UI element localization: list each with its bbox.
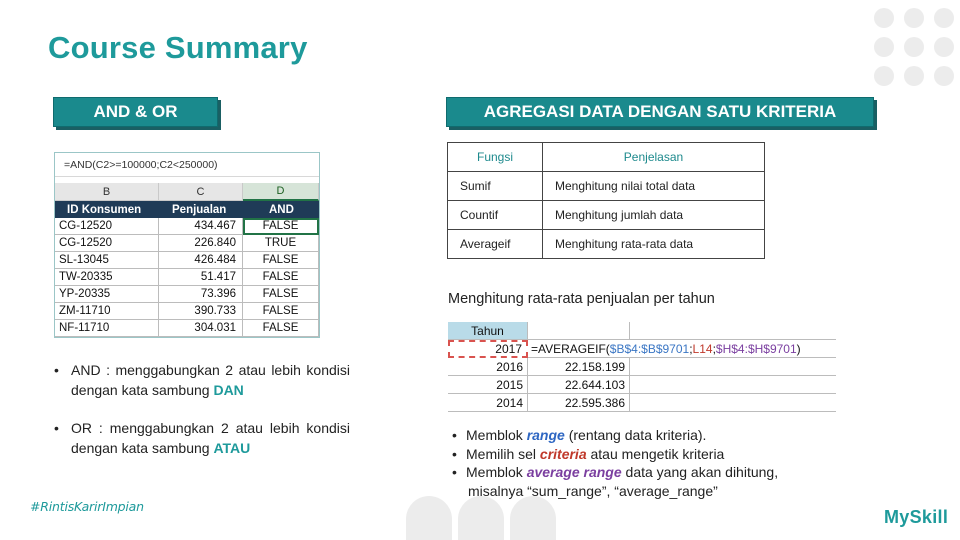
table-cell: 51.417 — [159, 269, 243, 286]
empty-cell — [630, 358, 836, 376]
keyword-atau: ATAU — [213, 440, 251, 456]
table-cell: Menghitung jumlah data — [543, 201, 765, 230]
table-cell: CG-12520 — [55, 235, 159, 252]
averageif-caption: Menghitung rata-rata penjualan per tahun — [448, 291, 715, 307]
year-cell-selected: 2017 — [448, 340, 528, 358]
table-row — [448, 230, 765, 259]
th-penjelasan: Penjelasan — [543, 143, 765, 172]
empty-cell — [630, 322, 836, 340]
averageif-formula: =AVERAGEIF( $B$4:$B$9701 ; L14 ; $H$4:$H$9701 ) — [528, 340, 836, 358]
col-header-d: D — [243, 183, 319, 201]
value-cell: 22.595.386 — [528, 394, 630, 412]
table-cell: Menghitung rata-rata data — [543, 230, 765, 259]
table-cell: FALSE — [243, 252, 319, 269]
table-cell: 226.840 — [159, 235, 243, 252]
decorative-dots — [872, 6, 956, 88]
table-cell: SL-13045 — [55, 252, 159, 269]
table-cell: FALSE — [243, 269, 319, 286]
hashtag: #RintisKarirImpian — [30, 499, 144, 514]
th-fungsi: Fungsi — [448, 143, 543, 172]
table-cell: FALSE — [243, 303, 319, 320]
empty-cell — [630, 394, 836, 412]
table-cell: FALSE — [243, 320, 319, 337]
bullet-or: • OR : menggabungkan 2 atau lebih kondisi dengan kata sambung ATAU — [54, 418, 350, 458]
header-penjualan: Penjualan — [172, 203, 227, 216]
and-or-bullets — [54, 360, 350, 476]
table-cell: CG-12520 — [55, 218, 159, 235]
table-cell: Averageif — [448, 230, 543, 259]
and-excel-snippet — [54, 152, 320, 338]
value-cell: 22.158.199 — [528, 358, 630, 376]
function-table — [447, 142, 765, 259]
year-cell: 2014 — [448, 394, 528, 412]
table-cell: Sumif — [448, 172, 543, 201]
table-cell: 434.467 — [159, 218, 243, 235]
header-and: AND — [269, 203, 294, 216]
table-row — [448, 201, 765, 230]
table-cell: FALSE — [243, 286, 319, 303]
year-cell: 2015 — [448, 376, 528, 394]
header-id: ID Konsumen — [67, 203, 142, 216]
table-header-row — [448, 143, 765, 172]
bullet-average-range: • Memblok average range data yang akan dihitung, — [452, 463, 852, 482]
table-cell: ZM-11710 — [55, 303, 159, 320]
table-cell: 390.733 — [159, 303, 243, 320]
bullet-range: • Memblok range (rentang data kriteria). — [452, 426, 852, 445]
table-cell: FALSE — [243, 218, 319, 235]
empty-cell — [528, 322, 630, 340]
bullet-and: • AND : menggabungkan 2 atau lebih kondisi dengan kata sambung DAN — [54, 360, 350, 400]
table-row — [448, 172, 765, 201]
table-cell: 426.484 — [159, 252, 243, 269]
table-cell: Menghitung nilai total data — [543, 172, 765, 201]
averageif-excel-snippet — [448, 320, 838, 412]
bullet-continuation: misalnya “sum_range”, “average_range” — [468, 482, 718, 499]
and-or-banner: AND & OR — [53, 97, 218, 127]
empty-cell — [630, 376, 836, 394]
myskill-logo: MySkill — [884, 507, 949, 527]
table-cell: 73.396 — [159, 286, 243, 303]
averageif-bullets — [452, 426, 852, 500]
table-cell: TW-20335 — [55, 269, 159, 286]
formula-bar: =AND(C2>=100000;C2<250000) — [55, 153, 319, 177]
year-cell: 2016 — [448, 358, 528, 376]
tahun-header: Tahun — [448, 322, 528, 340]
value-cell: 22.644.103 — [528, 376, 630, 394]
table-cell: YP-20335 — [55, 286, 159, 303]
table-cell: TRUE — [243, 235, 319, 252]
table-cell: NF-11710 — [55, 320, 159, 337]
bullet-criteria: • Memilih sel criteria atau mengetik kriteria — [452, 445, 852, 464]
keyword-dan: DAN — [213, 382, 244, 398]
table-cell: Countif — [448, 201, 543, 230]
agregasi-banner: AGREGASI DATA DENGAN SATU KRITERIA — [446, 97, 874, 127]
table-cell: 304.031 — [159, 320, 243, 337]
page-title: Course Summary — [48, 30, 308, 65]
header-row — [55, 201, 319, 218]
col-header-c: C — [159, 183, 243, 201]
col-header-b: B — [55, 183, 159, 201]
decorative-arches — [402, 496, 562, 540]
